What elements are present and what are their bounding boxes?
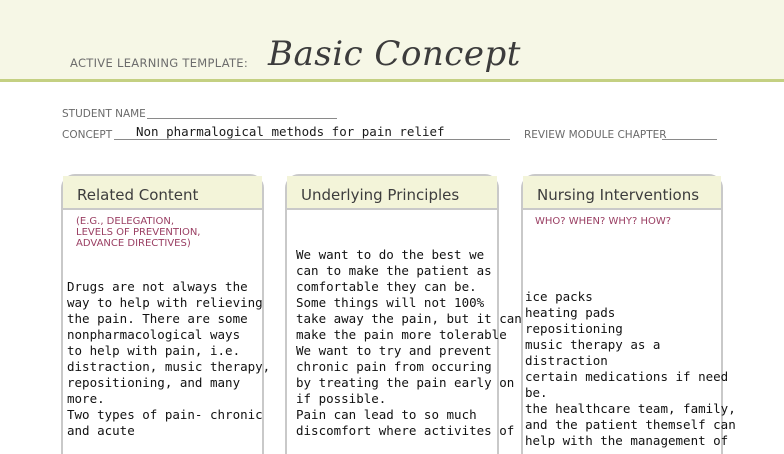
student-name-label: STUDENT NAME — [62, 108, 146, 120]
text-line: more. — [67, 391, 105, 406]
nursing-interventions-box — [521, 174, 736, 454]
text-line: We want to try and prevent — [296, 343, 492, 358]
text-line: repositioning — [525, 321, 623, 336]
text-line: make the pain more tolerable — [296, 327, 507, 342]
text-line: repositioning, and many — [67, 375, 241, 390]
nursing-interventions-heading: Nursing Interventions — [523, 176, 721, 210]
template-label: ACTIVE LEARNING TEMPLATE: — [70, 56, 249, 70]
text-line: if possible. — [296, 391, 387, 406]
text-line: by treating the pain early on — [296, 375, 515, 390]
text-line: discomfort where activites of — [296, 423, 515, 438]
text-line: distraction, music therapy, — [67, 359, 271, 374]
review-module-field[interactable] — [662, 139, 717, 140]
related-content-box — [61, 174, 271, 454]
nursing-interventions-text — [525, 289, 736, 449]
text-line: nonpharmacological ways — [67, 327, 241, 342]
text-line: the pain. There are some — [67, 311, 248, 326]
student-name-field[interactable] — [147, 118, 337, 119]
hint-line: (E.G., DELEGATION, — [76, 216, 174, 227]
text-line: Two types of pain- chronic — [67, 407, 263, 422]
text-line: and the patient themself can — [525, 417, 736, 432]
hint-line: LEVELS OF PREVENTION, — [76, 227, 201, 238]
hint-line: ADVANCE DIRECTIVES) — [76, 238, 191, 249]
underlying-principles-text — [296, 247, 522, 439]
text-line: can to make the patient as — [296, 263, 492, 278]
nursing-interventions-hint: WHO? WHEN? WHY? HOW? — [535, 216, 672, 227]
text-line: take away the pain, but it can — [296, 311, 522, 326]
text-line: chronic pain from occuring — [296, 359, 492, 374]
text-line: and acute — [67, 423, 135, 438]
underlying-principles-heading: Underlying Principles — [287, 176, 497, 210]
text-line: Pain can lead to so much — [296, 407, 477, 422]
related-content-text — [67, 279, 270, 439]
concept-field[interactable] — [114, 139, 510, 140]
text-line: Some things will not 100% — [296, 295, 485, 310]
text-line: comfortable they can be. — [296, 279, 477, 294]
text-line: We want to do the best we — [296, 247, 485, 262]
text-line: way to help with relieving — [67, 295, 263, 310]
text-line: ice packs — [525, 289, 593, 304]
concept-value: Non pharmalogical methods for pain relief — [136, 124, 445, 139]
text-line: certain medications if need — [525, 369, 729, 384]
text-line: Drugs are not always the — [67, 279, 248, 294]
text-line: to help with pain, i.e. — [67, 343, 241, 358]
text-line: heating pads — [525, 305, 616, 320]
text-line: help with the management of — [525, 433, 729, 448]
text-line: distraction — [525, 353, 608, 368]
text-line: the healthcare team, family, — [525, 401, 736, 416]
review-module-label: REVIEW MODULE CHAPTER — [524, 129, 667, 141]
page-title: Basic Concept — [268, 34, 521, 74]
underlying-principles-box — [285, 174, 522, 454]
text-line: music therapy as a — [525, 337, 661, 352]
concept-label: CONCEPT — [62, 129, 113, 141]
related-content-hint — [76, 216, 200, 249]
related-content-heading: Related Content — [63, 176, 262, 210]
text-line: be. — [525, 385, 548, 400]
